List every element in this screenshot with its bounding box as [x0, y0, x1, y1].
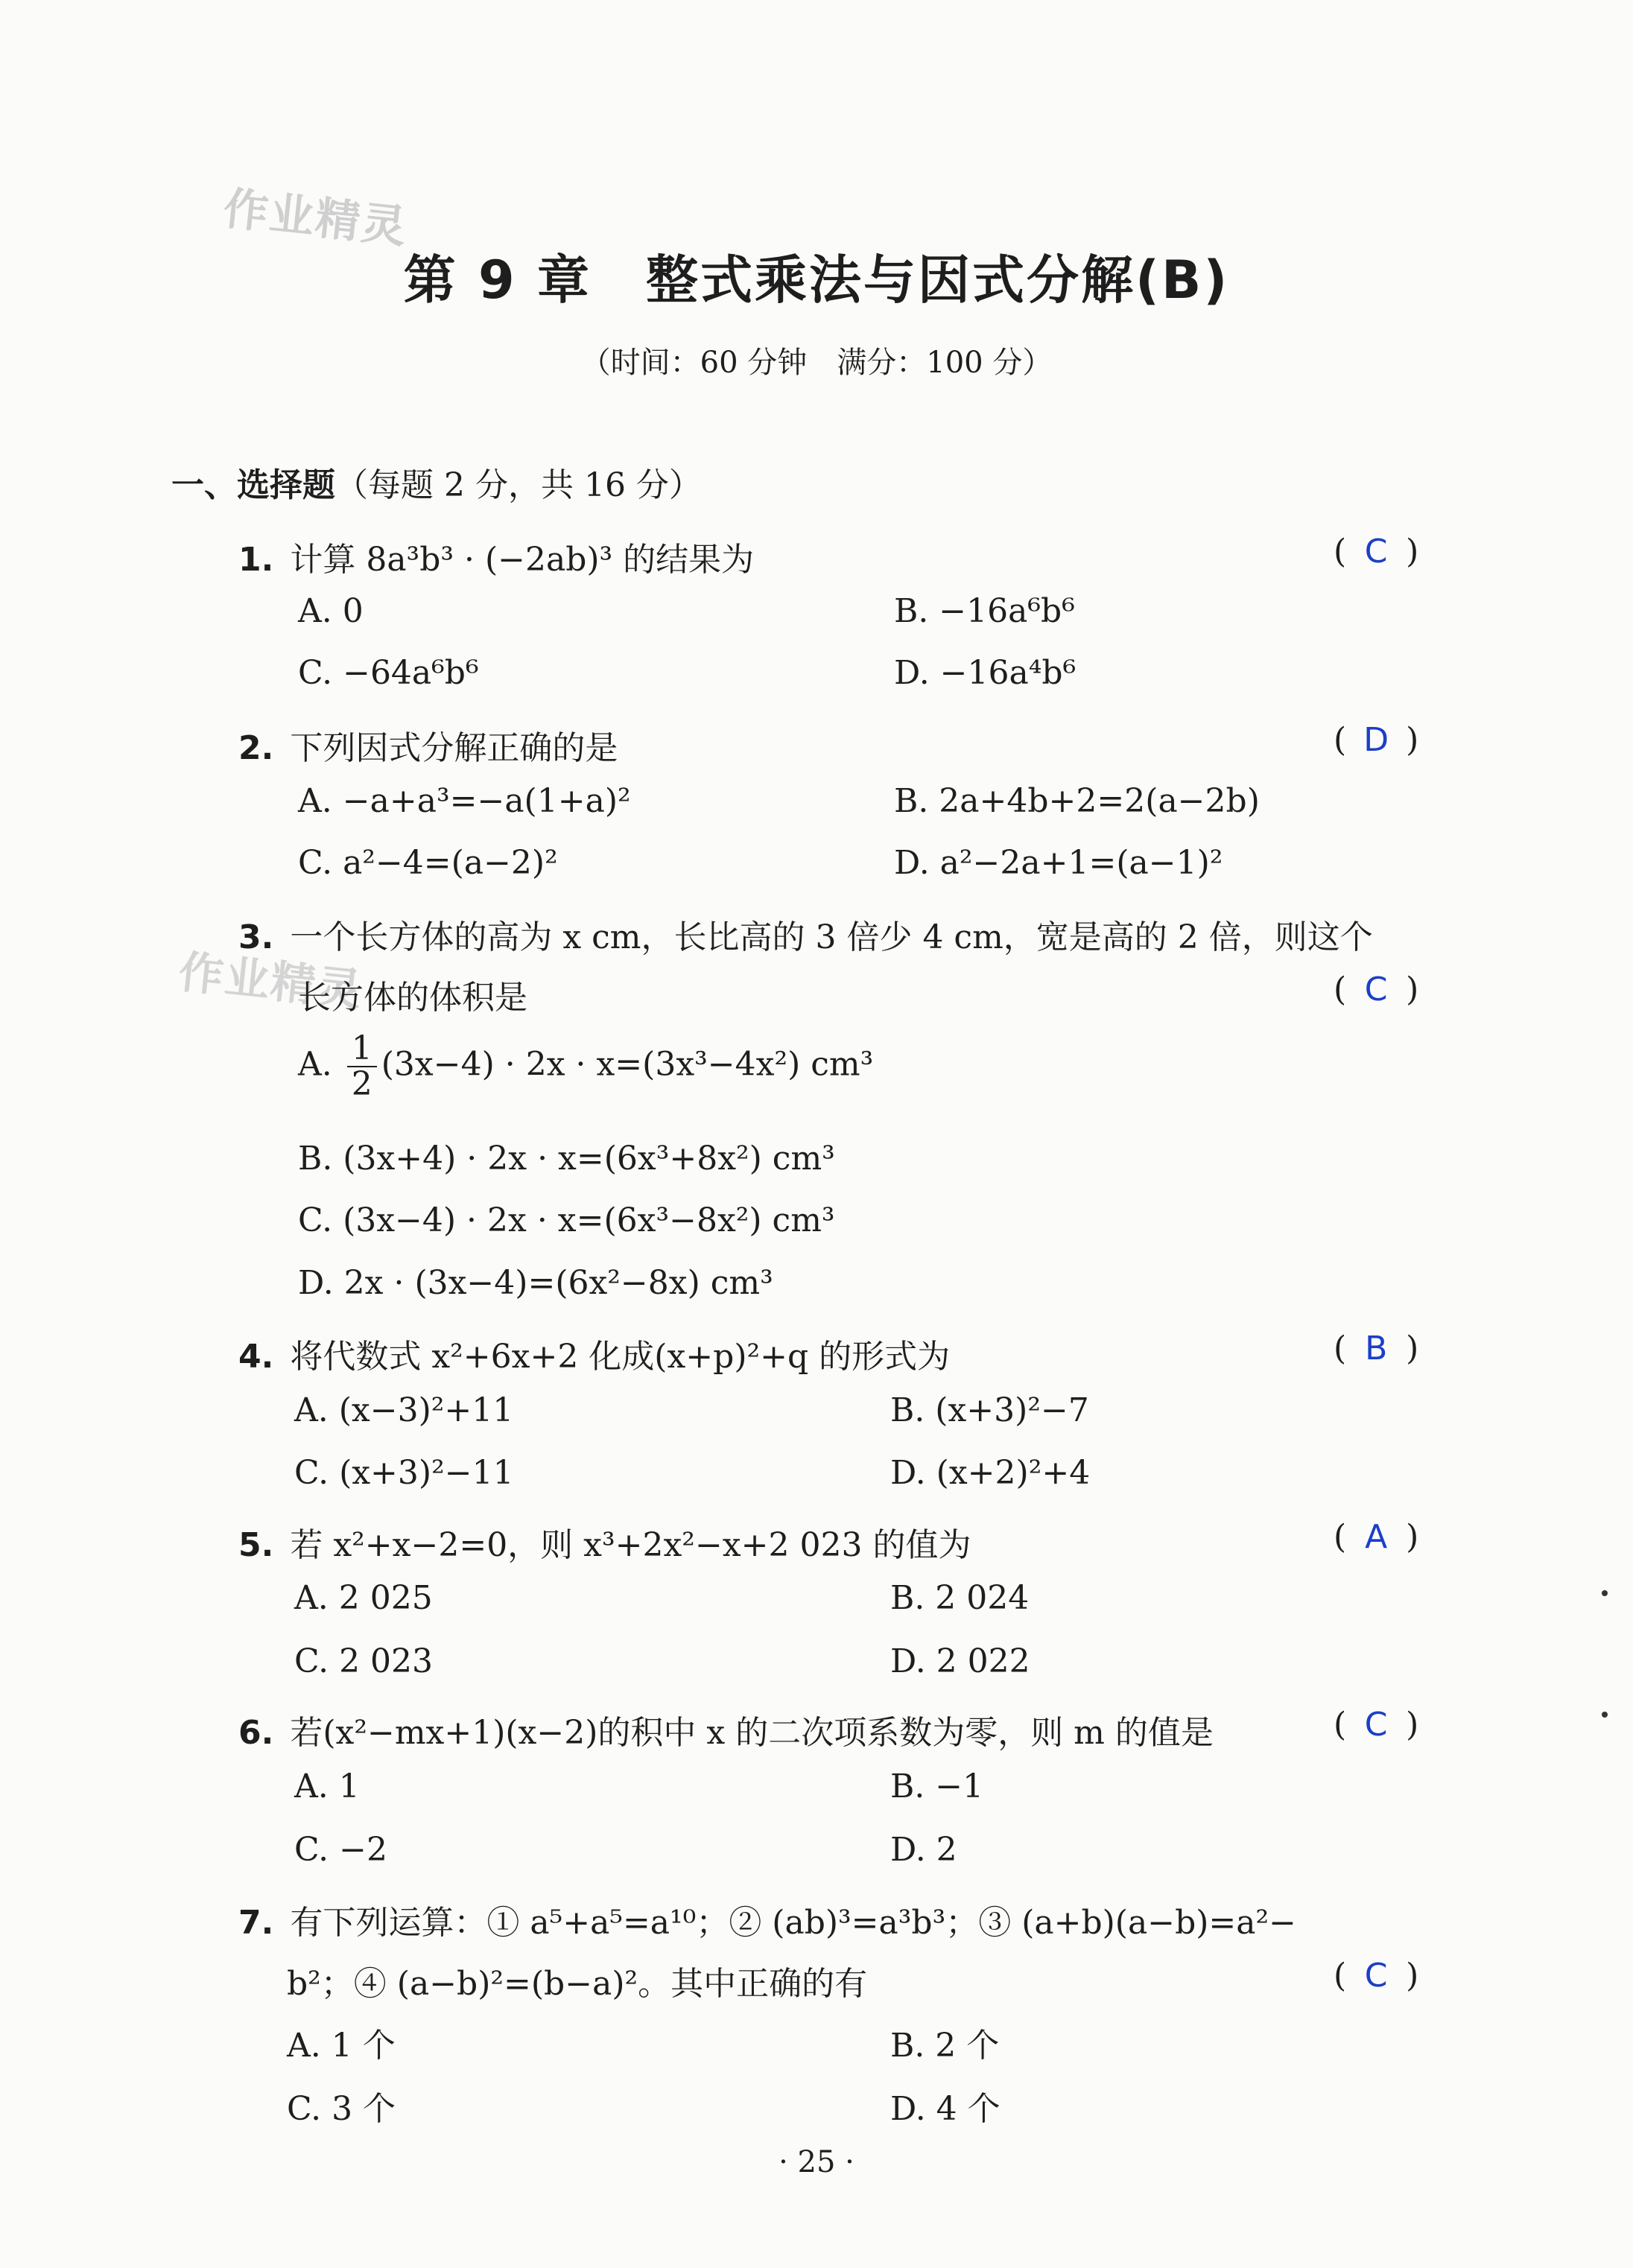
option: A. 2 025 [294, 1579, 433, 1617]
fraction-numerator: 1 [347, 1032, 377, 1067]
question-number: 6. [238, 1714, 274, 1752]
option: C. a²−4=(a−2)² [298, 844, 558, 882]
option: B. (x+3)²−7 [890, 1391, 1089, 1429]
option: B. −1 [890, 1767, 984, 1805]
page-number: · 25 · [779, 2145, 854, 2179]
question-stem [238, 1330, 1460, 1377]
option: C. −64a⁶b⁶ [298, 654, 479, 692]
option: B. 2a+4b+2=2(a−2b) [894, 782, 1260, 820]
option-text: (3x−4) · 2x · x=(3x³−4x²) cm³ [381, 1045, 874, 1084]
question-stem [238, 721, 1460, 769]
option: A. (x−3)²+11 [294, 1391, 514, 1429]
question-number: 2. [238, 729, 274, 767]
question-text: 若(x²−mx+1)(x−2)的积中 x 的二次项系数为零，则 m 的值是 [290, 1714, 1214, 1752]
option: B. −16a⁶b⁶ [894, 592, 1075, 630]
answer-letter: B [1365, 1330, 1388, 1368]
fraction-denominator: 2 [351, 1065, 372, 1104]
question-text: 将代数式 x²+6x+2 化成(x+p)²+q 的形式为 [290, 1338, 951, 1376]
option: A. 1 [294, 1767, 360, 1805]
answer-bracket: ( A ) [1334, 1518, 1419, 1556]
section-note: （每题 2 分，共 16 分） [335, 466, 702, 504]
page-subtitle: （时间：60 分钟 满分：100 分） [580, 346, 1053, 380]
option: D. 2 [890, 1831, 957, 1869]
option: D. 2x · (3x−4)=(6x²−8x) cm³ [298, 1264, 773, 1302]
option: B. 2 024 [890, 1579, 1030, 1617]
answer-bracket: ( C ) [1334, 1706, 1419, 1744]
answer-letter: D [1363, 721, 1389, 759]
option: D. (x+2)²+4 [890, 1454, 1091, 1492]
question-text: 计算 8a³b³ · (−2ab)³ 的结果为 [290, 541, 755, 579]
question-number: 1. [238, 541, 274, 579]
answer-bracket: ( C ) [1334, 533, 1419, 571]
answer-bracket: ( D ) [1334, 721, 1419, 759]
section-heading [171, 458, 702, 506]
option: C. (x+3)²−11 [294, 1454, 514, 1492]
answer-letter: A [1365, 1518, 1388, 1556]
question-stem [238, 910, 1460, 958]
answer-letter: C [1364, 533, 1388, 571]
question-number: 7. [238, 1904, 274, 1942]
option: C. (3x−4) · 2x · x=(6x³−8x²) cm³ [298, 1201, 835, 1239]
answer-letter: C [1364, 1957, 1388, 1995]
option: C. 3 个 [287, 2090, 396, 2128]
question-stem [238, 1896, 1460, 1943]
watermark: 作业精灵 [176, 946, 366, 1017]
option [298, 1029, 874, 1104]
answer-letter: C [1364, 1706, 1388, 1744]
option: A. −a+a³=−a(1+a)² [298, 782, 631, 820]
question-stem [238, 1706, 1460, 1753]
question-stem [238, 533, 1460, 580]
question-text: 若 x²+x−2=0，则 x³+2x²−x+2 023 的值为 [290, 1526, 971, 1564]
option: A. 1 个 [287, 2027, 396, 2065]
question-stem-continued: 长方体的体积是 [298, 979, 527, 1017]
question-text: 有下列运算：① a⁵+a⁵=a¹⁰；② (ab)³=a³b³；③ (a+b)(a−b)=a²− [290, 1904, 1297, 1942]
option-letter: A. [298, 1045, 332, 1084]
question-stem-continued: b²；④ (a−b)²=(b−a)²。其中正确的有 [287, 1965, 868, 2003]
watermark: 作业精灵 [221, 182, 410, 254]
option: D. −16a⁴b⁶ [894, 654, 1076, 692]
answer-bracket: ( C ) [1334, 1957, 1419, 1995]
question-text: 一个长方体的高为 x cm，长比高的 3 倍少 4 cm，宽是高的 2 倍，则这个 [290, 918, 1373, 956]
option: B. 2 个 [890, 2027, 1000, 2065]
fraction [347, 1029, 377, 1104]
scan-speck [1602, 1712, 1608, 1718]
option: D. 2 022 [890, 1642, 1030, 1680]
section-label: 一、选择题 [171, 466, 335, 504]
option: C. −2 [294, 1831, 387, 1869]
page-title: 第 9 章 整式乘法与因式分解(B) [403, 250, 1230, 311]
scan-speck [1602, 1590, 1608, 1596]
option: A. 0 [298, 592, 364, 630]
question-text: 下列因式分解正确的是 [290, 729, 618, 767]
option: B. (3x+4) · 2x · x=(6x³+8x²) cm³ [298, 1140, 835, 1178]
answer-letter: C [1364, 971, 1388, 1008]
question-number: 3. [238, 918, 274, 956]
answer-bracket: ( C ) [1334, 971, 1419, 1008]
option: D. a²−2a+1=(a−1)² [894, 844, 1223, 882]
question-number: 5. [238, 1526, 274, 1564]
question-stem [238, 1518, 1460, 1566]
option: D. 4 个 [890, 2090, 1001, 2128]
answer-bracket: ( B ) [1334, 1330, 1419, 1368]
question-number: 4. [238, 1338, 274, 1376]
option: C. 2 023 [294, 1642, 434, 1680]
